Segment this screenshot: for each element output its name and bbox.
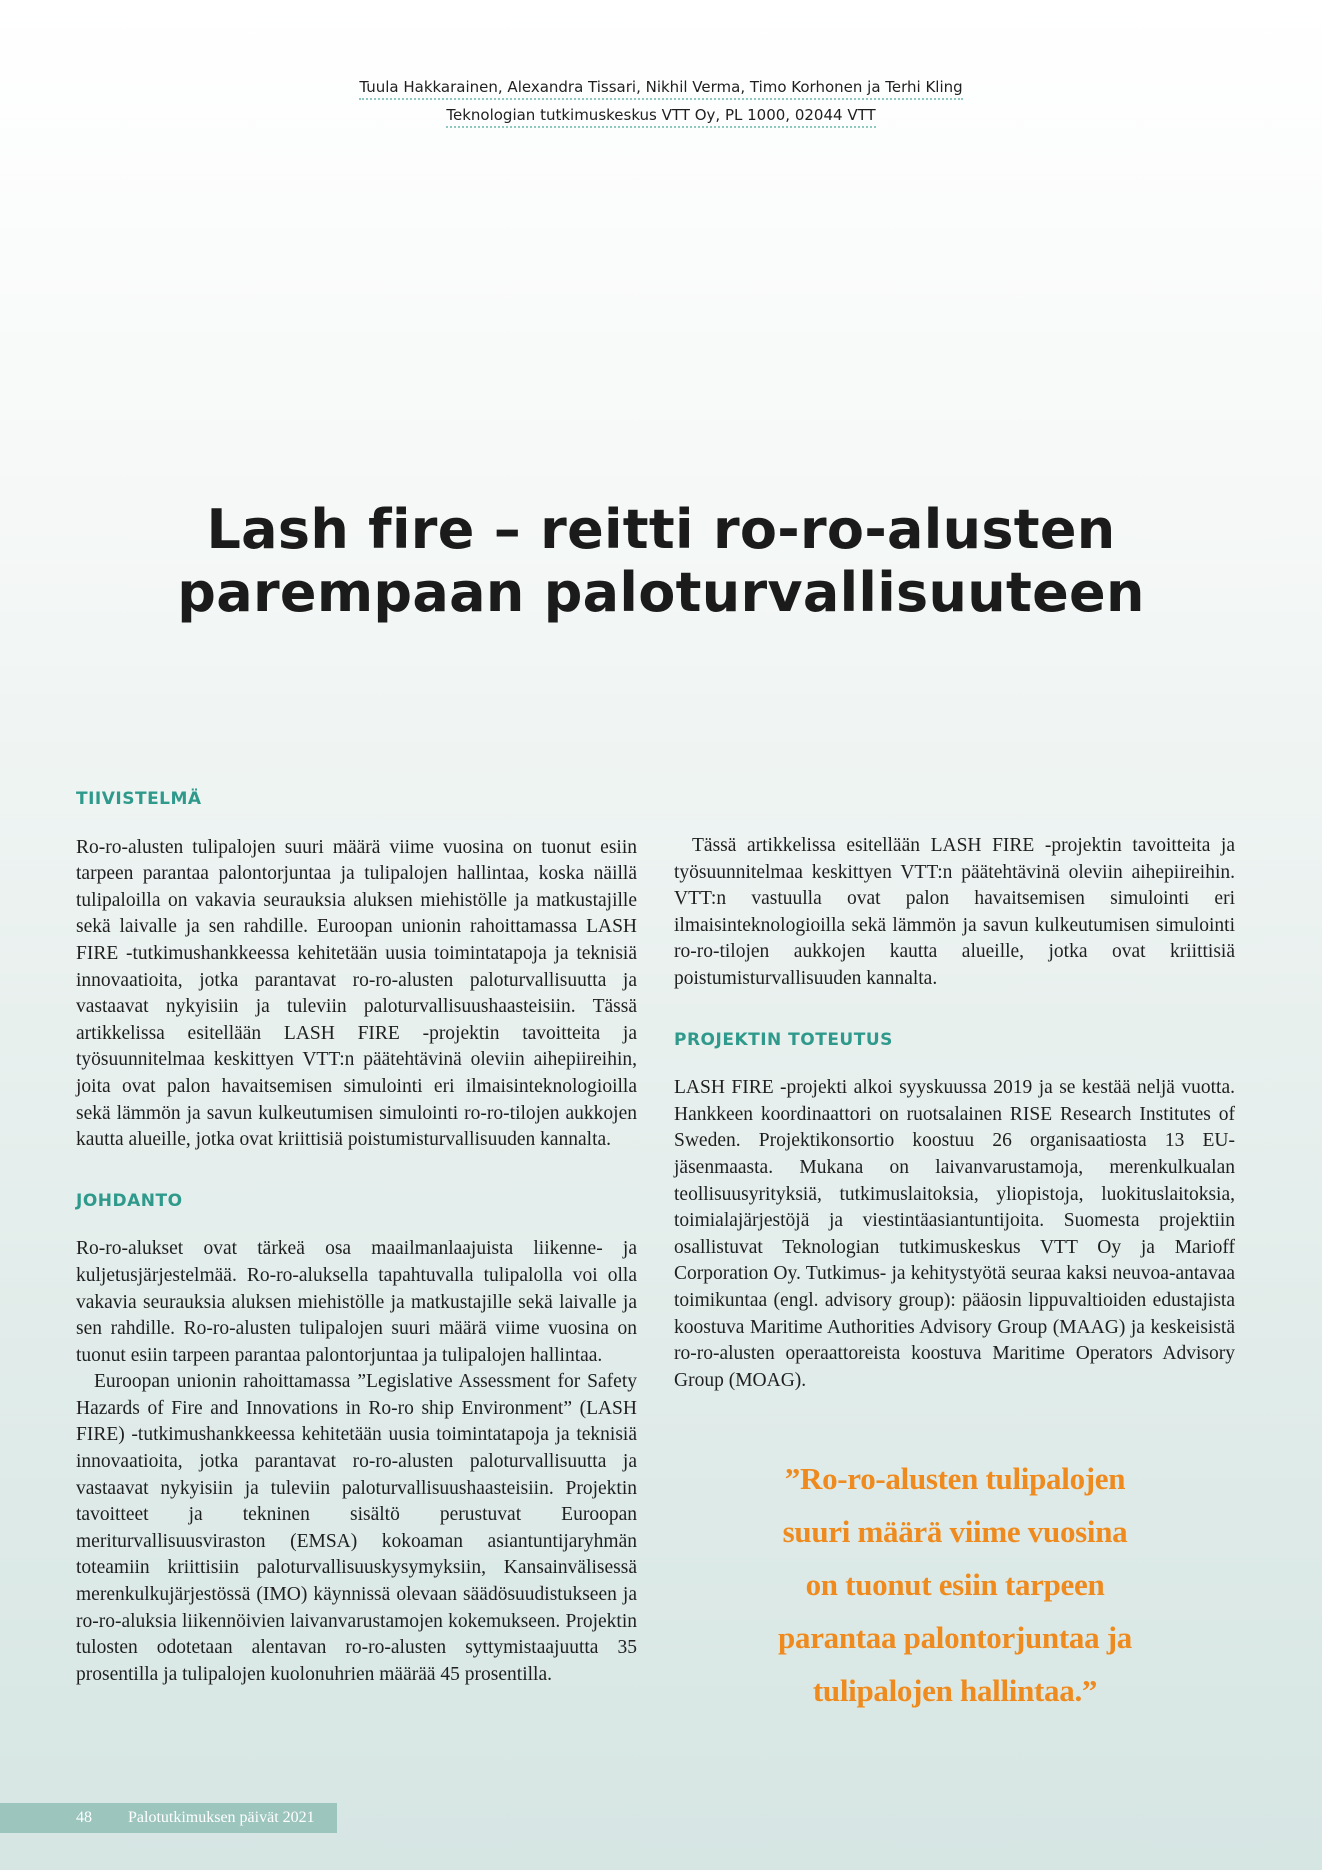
page-number: 48 [76,1809,92,1826]
section-heading-johdanto: JOHDANTO [76,1190,183,1211]
author-block [0,78,1322,134]
pull-quote-line: suuri määrä viime vuosina [782,1514,1128,1549]
affiliation-line: Teknologian tutkimuskeskus VTT Oy, PL 1000, 02044 VTT [446,106,875,128]
left-column [76,786,637,1688]
pull-quote [730,1452,1180,1717]
title-line-2: parempaan paloturvallisuuteen [177,561,1145,624]
pull-quote-line: tulipalojen hallintaa.” [812,1673,1098,1708]
authors-line: Tuula Hakkarainen, Alexandra Tissari, Nikhil Verma, Timo Korhonen ja Terhi Kling [359,78,962,100]
pull-quote-line: on tuonut esiin tarpeen [805,1567,1105,1602]
article-intro-paragraph: Tässä artikkelissa esitellään LASH FIRE -projektin tavoitteita ja työsuunnitelmaa keskittyen VTT:n päätehtävinä oleviin aihepiireihin. VTT:n vastuulla ovat palon havaitsemisen simulointi eri ilmaisinteknologioilla sekä lämmön ja savun kulkeutumisen simulointi ro-ro-tilojen aukkojen kautta alueille, jotka ovat kriittisiä poistumisturvallisuuden kannalta. [674,835,1235,989]
implementation-paragraph: LASH FIRE -projekti alkoi syyskuussa 2019 ja se kestää neljä vuotta. Hankkeen koordinaattori on ruotsalainen RISE Research Institutes of Sweden. Projektikonsortio koostuu 26 organisaatiosta 13 EU-jäsenmaasta. Mukana on laivanvarustamoja, merenkulkualan teollisuusyrityksiä, tutkimuslaitoksia, yliopistoja, luokituslaitoksia, toimialajärjestöjä ja viestintäasiantuntijoita. Suomesta projektiin osallistuvat Teknologian tutkimuskeskus VTT Oy ja Marioff Corporation Oy. Tutkimus- ja kehitystyötä seuraa kaksi neuvoa-antavaa toimikuntaa (engl. advisory group): pääosin lippuvaltioiden edustajista koostuva Maritime Authorities Advisory Group (MAAG) ja keskeisistä ro-ro-alusten operaattoreista koostuva Maritime Operators Advisory Group (MOAG). [674,1077,1235,1391]
article-title [0,498,1322,624]
pull-quote-line: parantaa palontorjuntaa ja [778,1620,1132,1655]
title-line-1: Lash fire – reitti ro-ro-alusten [206,498,1116,561]
section-heading-tiivistelma: TIIVISTELMÄ [76,789,202,809]
right-column [674,833,1235,1394]
conference-name: Palotutkimuksen päivät 2021 [128,1809,315,1826]
intro-paragraph-2: Euroopan unionin rahoittamassa ”Legislative Assessment for Safety Hazards of Fire and Innovations in Ro-ro ship Environment” (LASH FIRE) -tutkimushankkeessa kehitetään uusia toimintatapoja ja teknisiä innovaatioita, jotka parantavat ro-ro-alusten paloturvallisuutta ja vastaavat nykyisiin ja tuleviin paloturvallisuushaasteisiin. Projektin tavoitteet ja tekninen sisältö perustuvat Euroopan meriturvallisuusviraston (EMSA) kokoaman asiantuntijaryhmän toteamiin kriittisiin paloturvallisuuskysymyksiin, Kansainvälisessä merenkulkujärjestössä (IMO) käynnissä olevaan säädösuudistukseen ja ro-ro-aluksia liikennöivien laivanvarustamojen kokemukseen. Projektin tulosten odotetaan alentavan ro-ro-alusten syttymistaajuutta 35 prosentilla ja tulipalojen kuolonuhrien määrää 45 prosentilla. [76,1371,637,1685]
pull-quote-line: ”Ro-ro-alusten tulipalojen [784,1461,1126,1496]
intro-paragraph-1: Ro-ro-alukset ovat tärkeä osa maailmanlaajuista liikenne- ja kuljetusjärjestelmää. Ro-ro-aluksella tapahtuvalla tulipalolla voi olla vakavia seurauksia aluksen miehistölle ja matkustajille sekä laivalle ja sen rahdille. Ro-ro-alusten tulipalojen suuri määrä viime vuosina on tuonut esiin tarpeen parantaa palontorjuntaa ja tulipalojen hallintaa. [76,1238,637,1366]
section-heading-toteutus: PROJEKTIN TOTEUTUS [674,1029,893,1050]
page-footer [0,1803,337,1833]
abstract-paragraph: Ro-ro-alusten tulipalojen suuri määrä viime vuosina on tuonut esiin tarpeen parantaa palontorjuntaa ja tulipalojen hallintaa, koska näillä tulipaloilla on vakavia seurauksia aluksen miehistölle ja matkustajille sekä laivalle ja sen rahdille. Euroopan unionin rahoittamassa LASH FIRE -tutkimushankkeessa kehitetään uusia toimintatapoja ja teknisiä innovaatioita, jotka parantavat ro-ro-alusten paloturvallisuutta ja vastaavat nykyisiin ja tuleviin paloturvallisuushaasteisiin. Tässä artikkelissa esitellään LASH FIRE -projektin tavoitteita ja työsuunnitelmaa keskittyen VTT:n päätehtävinä oleviin aihepiireihin, joita ovat palon havaitsemisen simulointi eri ilmaisinteknologioilla sekä lämmön ja savun kulkeutumisen simulointi ro-ro-tilojen aukkojen kautta alueille, jotka ovat kriittisiä poistumisturvallisuuden kannalta. [76,836,637,1151]
